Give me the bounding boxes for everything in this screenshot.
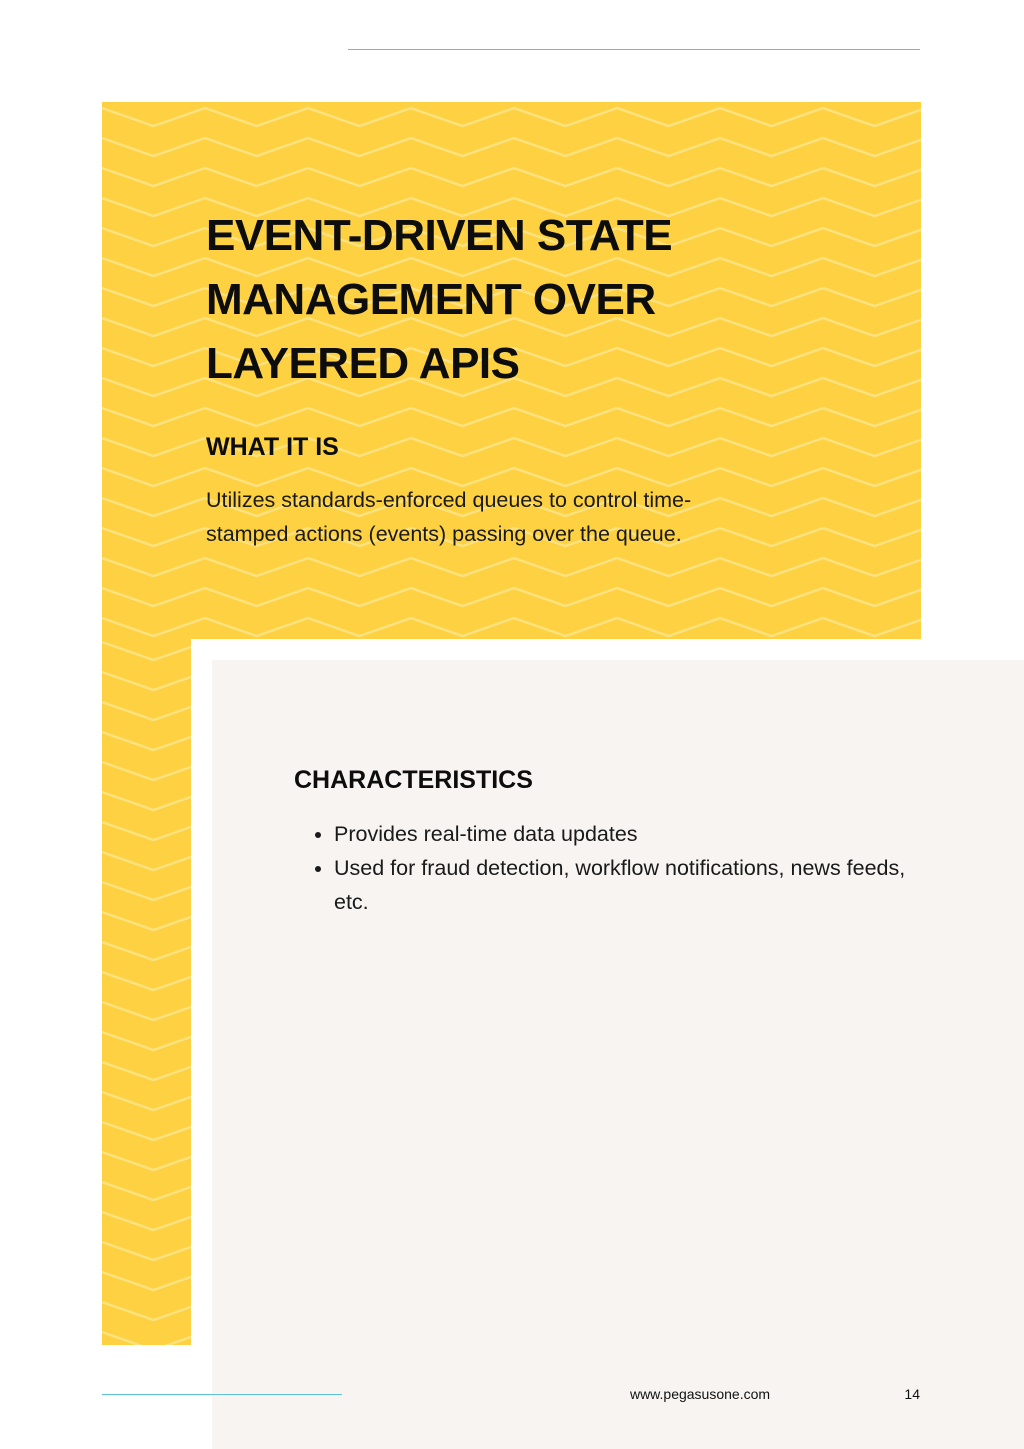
panel-gap: [191, 639, 1024, 660]
chevron-pattern: [102, 639, 191, 1345]
what-it-is-heading: WHAT IT IS: [206, 433, 339, 461]
what-it-is-body: Utilizes standards-enforced queues to control time-stamped actions (events) passing over the queue.: [206, 488, 692, 546]
bottom-divider-line: [102, 1394, 342, 1395]
list-item: • Provides real-time data updates: [334, 817, 920, 851]
footer-website-link[interactable]: www.pegasusone.com: [629, 1386, 771, 1402]
page-title: EVENT-DRIVEN STATE MANAGEMENT OVER LAYERED APIS: [206, 211, 673, 388]
page-number: 14: [904, 1386, 920, 1402]
list-item: • Used for fraud detection, workflow notifications, news feeds, etc.: [334, 851, 920, 919]
yellow-chevron-strip: [102, 639, 191, 1345]
characteristics-heading: CHARACTERISTICS: [294, 766, 533, 794]
top-divider-line: [348, 49, 920, 50]
characteristics-list: [294, 817, 920, 919]
